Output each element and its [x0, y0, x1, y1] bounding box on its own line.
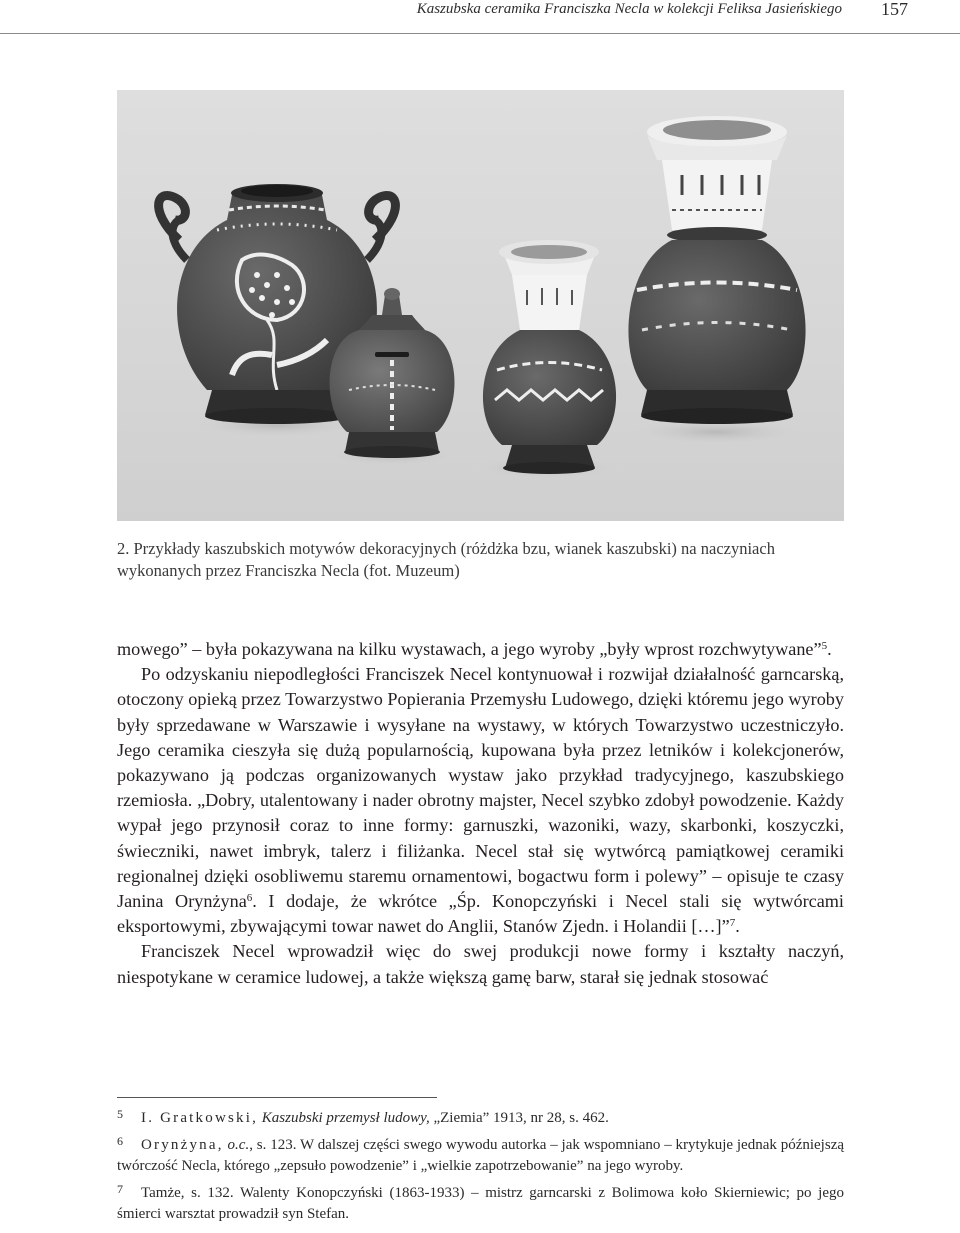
main-text [117, 637, 844, 990]
footnote-separator [117, 1097, 437, 1098]
caption-line-2: wykonanych przez Franciszka Necla (fot. Muzeum) [117, 561, 460, 580]
footnote-5-title: Kaszubski przemysł ludowy, [261, 1110, 430, 1126]
footnote-ref-7[interactable]: 7 [729, 917, 736, 930]
footnotes [117, 1108, 844, 1231]
footnote-5: 5 I. Gratkowski, Kaszubski przemysł ludowy, „Ziemia” 1913, nr 28, s. 462. [117, 1107, 609, 1126]
ceramics-photograph [117, 90, 844, 521]
footnote-6: 6 Orynżyna, o.c., s. 123. W dalszej części swego wywodu autorka – jak wspomniano – krytykuje jednak późniejszą twórczość Necla, którego „zepsuło powodzenie” i „wielkie zapotrzebowanie” na jego wyroby. [117, 1134, 845, 1174]
figure-caption [117, 538, 844, 582]
footnote-5-author: I. Gratkowski, [141, 1110, 259, 1126]
paragraph-3: Franciszek Necel wprowadził więc do swej produkcji nowe formy i kształty naczyń, niespotykane w ceramice ludowej, a także większą gamę barw, starał się jednak stosować [117, 941, 844, 987]
white-neck-vase [483, 240, 616, 474]
footnote-ref-5[interactable]: 5 [821, 640, 828, 652]
running-title: Kaszubska ceramika Franciszka Necla w kolekcji Feliksa Jasieńskiego [416, 1, 842, 17]
caption-line-1: 2. Przykłady kaszubskich motywów dekoracyjnych (różdżka bzu, wianek kaszubski) na naczyniach [117, 539, 775, 558]
paragraph-2: Po odzyskaniu niepodległości Franciszek Necel kontynuował i rozwijał działalność garncarską, otoczony opieką przez Towarzystwo Popierania Przemysłu Ludowego, dzięki któremu jego wyroby były sprzedawane w Warszawie i wysyłane na wystawy, w których Towarzystwo uczestniczyło. Jego ceramika cieszyła się dużą popularnością, kupowana była przez letników i kolekcjonerów, pokazywano ją podczas organizowanych wystaw jako przykład tradycyjnego, kaszubskiego rzemiosła. „Dobry, utalentowany i nader obrotny majster, Necel szybko zdobył powodzenie. Każdy wypał jego przynosił coraz to inne formy: garnuszki, wazoniki, wazy, skarbonki, koszyczki, świeczniki, nawet imbryk, talerz i filiżanka. Necel stał się wytwórcą pamiątkowej ceramiki regionalnej dzięki osobliwemu staremu ornamentowi, bogactwu form i polewy” – opisuje te czasy Janina Orynżyna$^6$. I dodaje, że wkrótce „Śp. Konopczyński i Necel stali się wytwórcami eksportowymi, zbywającymi towar nawet do Anglii, Stanów Zjedn. i Holandii […]”$^7$. [117, 664, 844, 937]
running-header [0, 0, 960, 34]
footnote-7: 7 Tamże, s. 132. Walenty Konopczyński (1863-1933) – mistrz garncarski z Bolimowa koło Skierniewic; po jego śmierci warsztat prowadził syn Stefan. [117, 1182, 844, 1222]
page-number: 157 [881, 0, 908, 19]
footnote-ref-6[interactable]: 6 [246, 892, 253, 905]
footnote-6-author: Orynżyna, [141, 1137, 224, 1153]
paragraph-1: mowego” – była pokazywana na kilku wystawach, a jego wyroby „były wprost rozchwytywane”$^5$. [117, 639, 832, 659]
tall-vase [628, 116, 805, 424]
